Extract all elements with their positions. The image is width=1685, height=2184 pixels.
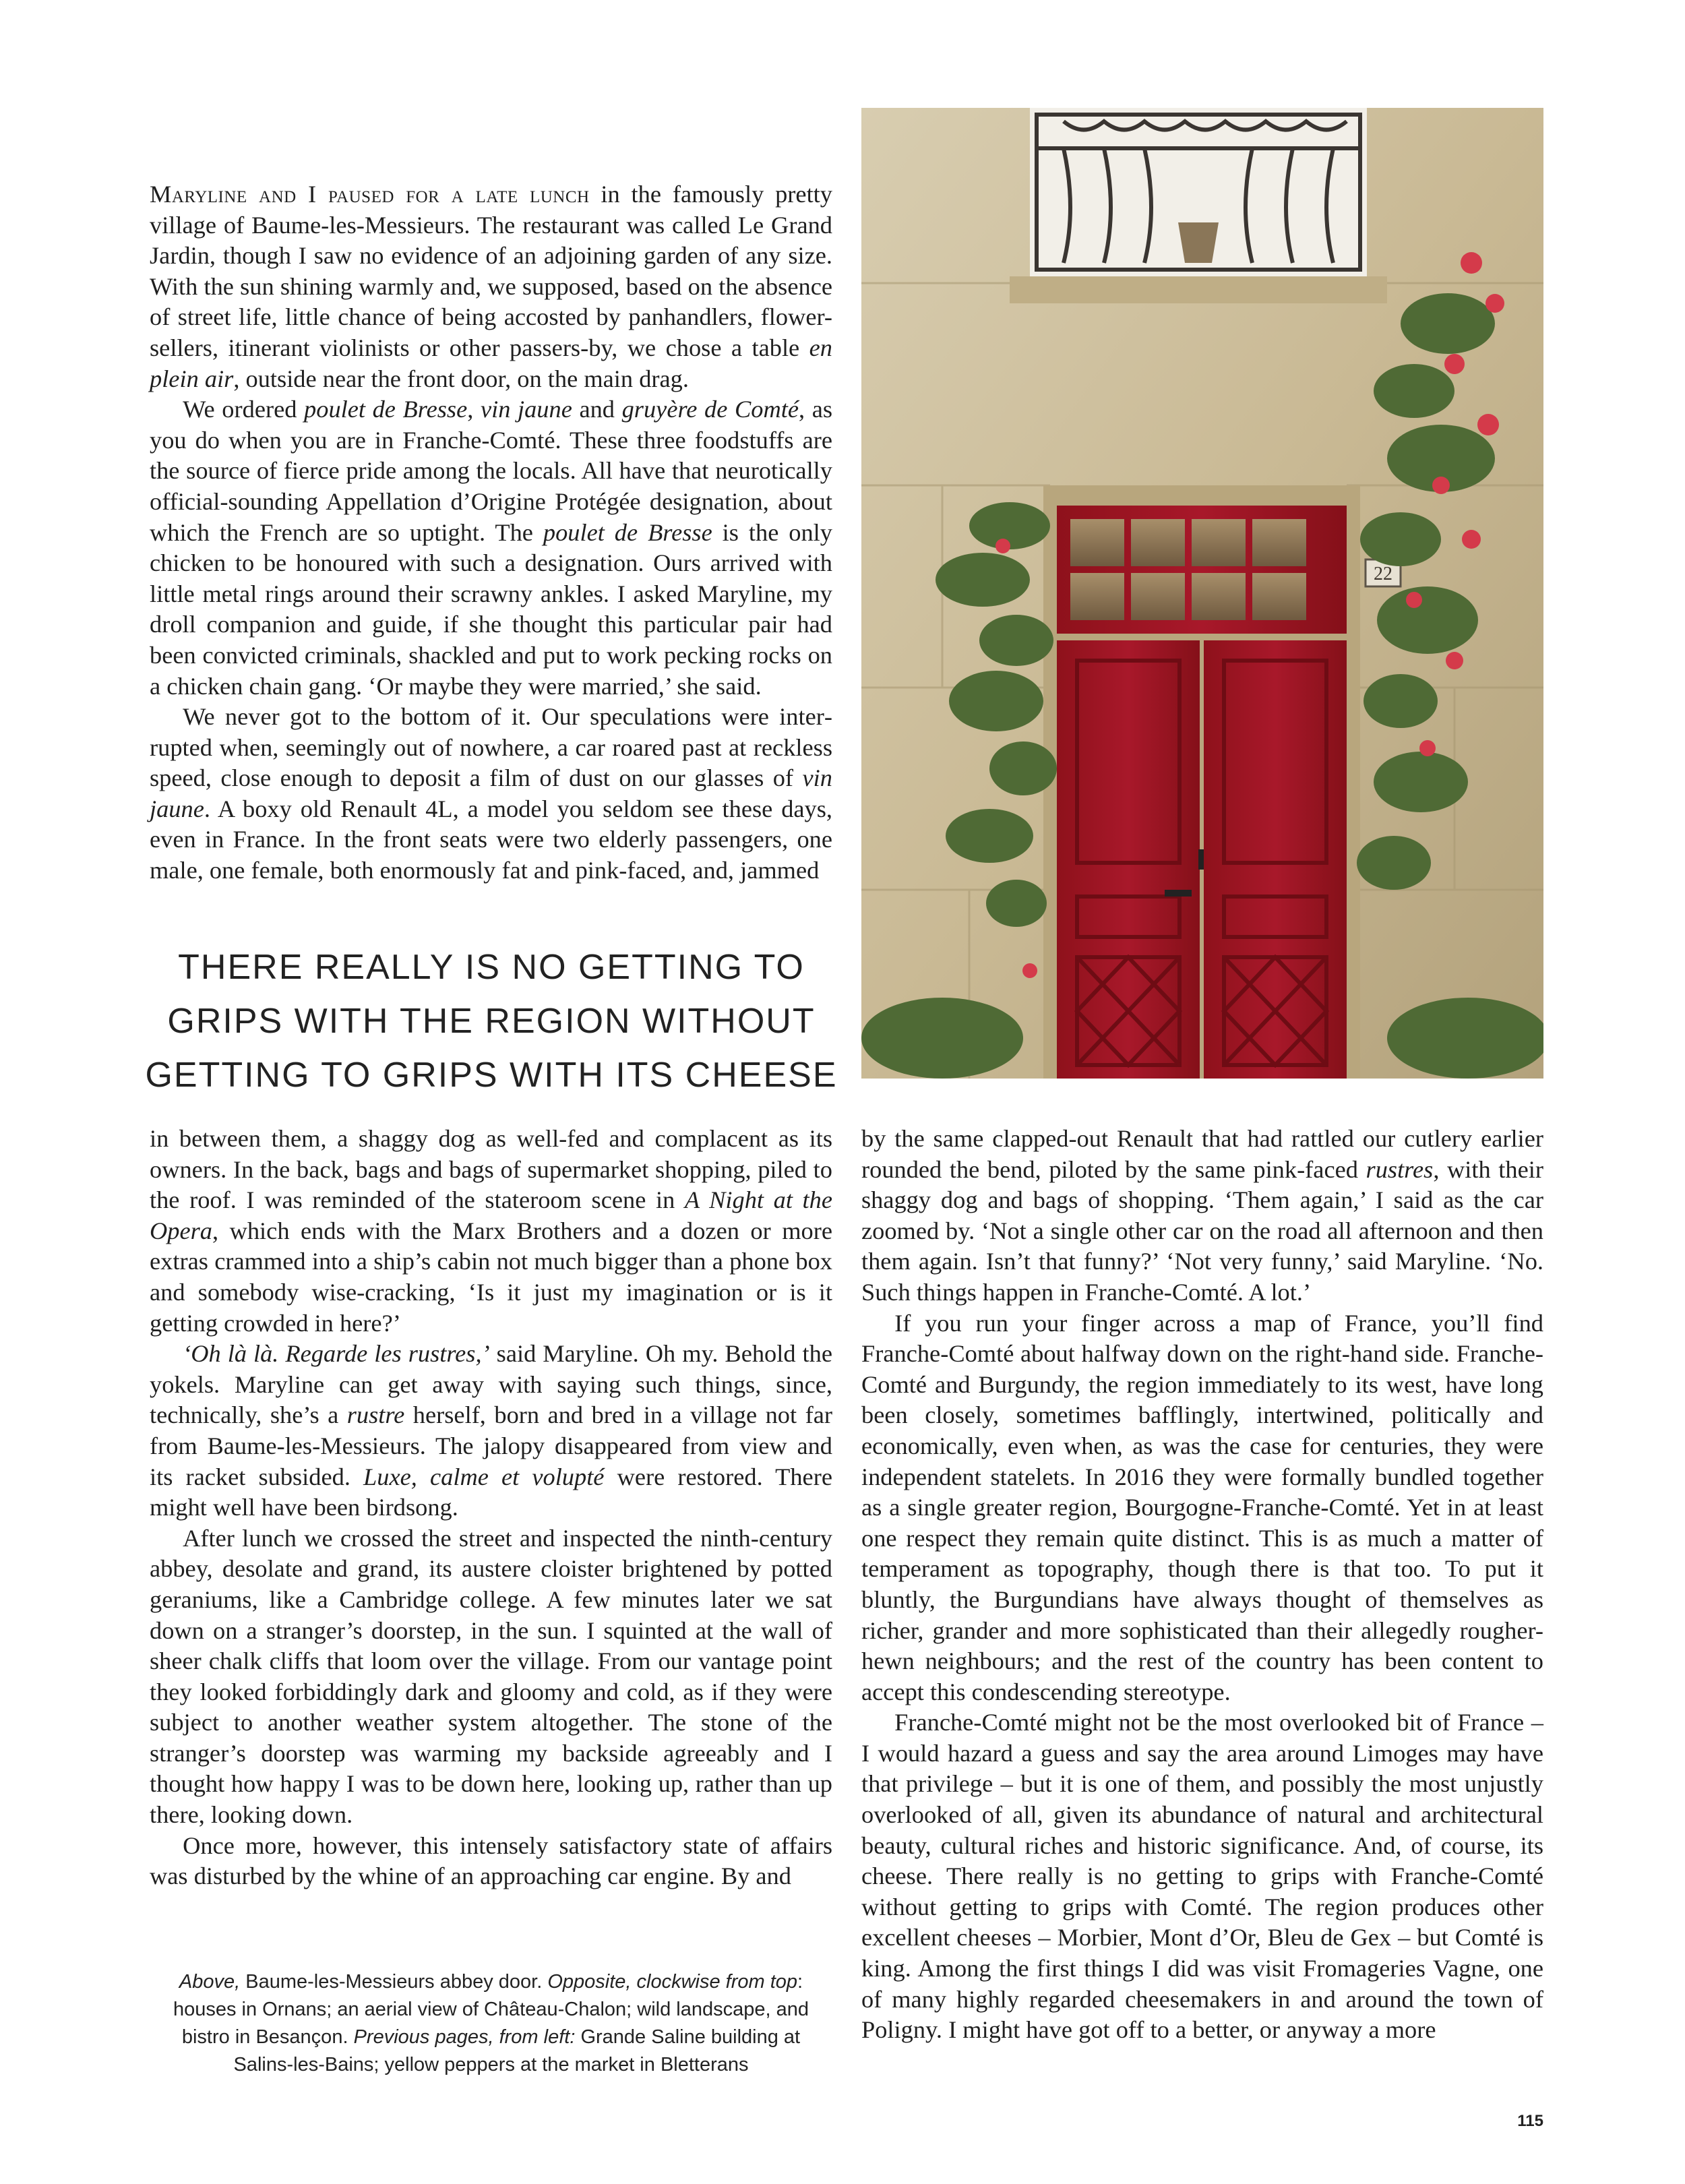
pull-quote-line: GETTING TO GRIPS WITH ITS CHEESE xyxy=(145,1056,838,1095)
paragraph: by the same clapped-out Renault that had rattled our cutlery earlier rounded the bend, piloted by the same pink-faced rustres, with their shaggy dog and bags of shopping. ‘Them again,’ I said as the car zoomed by. ‘Not a single other car on the road all afternoon and then them again. Isn’t that funny?’ ‘Not very funny,’ said Maryline. ‘No. Such things happen in Franche-Comté. A lot.’ xyxy=(861,1125,1543,1306)
article-column-right-bottom xyxy=(861,1124,1543,2046)
abbey-door-illustration xyxy=(861,108,1543,1079)
pull-quote-line: GRIPS WITH THE REGION WITHOUT xyxy=(167,1002,816,1041)
paragraph: in between them, a shaggy dog as well-fed and complacent as its owners. In the back, bags and bags of supermarket shopping, piled to the roof. I was reminded of the stateroom scene in A Night at the Opera, which ends with the Marx Brothers and a dozen or more extras crammed into a ship’s cabin not much bigger than a phone box and somebody wise-cracking, ‘Is it just my imagination or is it getting crowded in here?’ xyxy=(150,1125,833,1337)
article-column-left-top xyxy=(150,179,832,886)
lead-in-smallcaps: Maryline and I paused for a late lunch xyxy=(150,181,590,208)
photo-caption: Above, Baume-les-Messieurs abbey door. Opposite, clockwise from top: houses in Ornans; an aerial view of Château-Chalon; wild landscape, and bistro in Besançon. Previous pages, from left: Grande Saline building at Salins-les-Bains; yellow peppers at the market in Bletterans xyxy=(173,1971,809,2075)
paragraph: After lunch we crossed the street and inspected the ninth-century abbey, desolate and grand, its austere cloister brightened by potted geraniums, like a Cambridge college. A few minutes later we sat down on a stranger’s doorstep, in the sun. I squinted at the wall of sheer chalk cliffs that loom over the village. From our vantage point they looked forbiddingly dark and gloomy and cold, as if they were subject to another weather system altogether. The stone of the stranger’s doorstep was warming my backside agreeably and I thought how happy I was to be down here, looking up, rather than up there, looking down. xyxy=(150,1524,832,1829)
door-number: 22 xyxy=(1374,564,1392,584)
page-number: 115 xyxy=(1517,2112,1543,2130)
paragraph: ‘Oh là là. Regarde les rustres,’ said Maryline. Oh my. Behold the yokels. Maryline can get away with saying such things, since, technically, she’s a rustre herself, born and bred in a village not far from Baume-les-Messieurs. The jalopy disappeared from view and its racket subsided. Luxe, calme et volupté were restored. There might well have been birdsong. xyxy=(150,1340,832,1521)
article-column-left-bottom xyxy=(150,1124,832,1892)
paragraph: If you run your finger across a map of France, you’ll find Franche-Comté about halfway down on the right-hand side. Franche-Comté and Burgundy, the region immediately to its west, have long been closely, sometimes bafflingly, intertwined, politically and economically, even when, as was the case for centuries, they were independent statelets. In 2016 they were formally bundled together as a single greater region, Bourgogne-Franche-Comté. Yet in at least one respect they remain quite distinct. This is as much a matter of temperament as topography, though there is that too. To put it bluntly, the Burgundians have always thought of themselves as richer, grander and more sophisticated than their allegedly rougher-hewn neighbours; and the rest of the country has been content to accept this condescending stereotype. xyxy=(861,1309,1543,1705)
pull-quote-line: THERE REALLY IS NO GETTING TO xyxy=(178,948,805,987)
urn xyxy=(1178,222,1219,263)
pull-quote xyxy=(135,940,848,1102)
window-ledge xyxy=(1010,276,1387,303)
paragraph: We never got to the bottom of it. Our speculations were interrupted when, seemingly out of nowhere, a car roared past at reckless speed, close enough to deposit a film of dust on our glasses of vin jaune. A boxy old Renault 4L, a model you seldom see these days, even in France. In the front seats were two elderly passengers, one male, one female, both enormously fat and pink-faced, and, jammed xyxy=(150,703,832,884)
abbey-door-photo xyxy=(861,108,1543,1079)
paragraph: Maryline and I paused for a late lunch in the famously pretty village of Baume-les-Messieurs. The restaurant was called Le Grand Jardin, though I saw no evidence of an adjoining garden of any size. With the sun shining warmly and, we supposed, based on the absence of street life, little chance of being accosted by panhandlers, flower-sellers, itinerant violinists or other passers-by, we chose a table en plein air, outside near the front door, on the main drag. xyxy=(150,181,832,392)
paragraph: Franche-Comté might not be the most overlooked bit of France – I would hazard a guess and say the area around Limoges may have that privilege – but it is one of them, and possibly the most unjustly overlooked of all, given its abundance of natural and architectural beauty, cultural riches and historic significance. And, of course, its cheese. There really is no getting to grips with Franche-Comté without getting to grips with Comté. The region produces other excellent cheeses – Morbier, Mont d’Or, Bleu de Gex – but Comté is king. Among the first things I did was visit Fromageries Vagne, one of many highly regarded cheesemakers in and around the town of Poligny. I might have got off to a better, or anyway a more xyxy=(861,1709,1543,2044)
door-handle xyxy=(1198,849,1204,870)
paragraph: Once more, however, this intensely satisfactory state of affairs was disturbed by the whine of an approaching car engine. By and xyxy=(150,1831,832,1890)
door-knob xyxy=(1165,890,1192,897)
paragraph: We ordered poulet de Bresse, vin jaune and gruyère de Comté, as you do when you are in Franche-Comté. These three foodstuffs are the source of fierce pride among the locals. All have that neurotically official-sounding Appellation d’Origine Protégée designation, about which the French are so uptight. The poulet de Bresse is the only chicken to be honoured with such a designation. Ours arrived with little metal rings around their scrawny ankles. I asked Maryline, my droll companion and guide, if she thought this particular pair had been convicted criminals, shackled and put to work pecking rocks on a chicken chain gang. ‘Or maybe they were married,’ she said. xyxy=(150,396,833,700)
